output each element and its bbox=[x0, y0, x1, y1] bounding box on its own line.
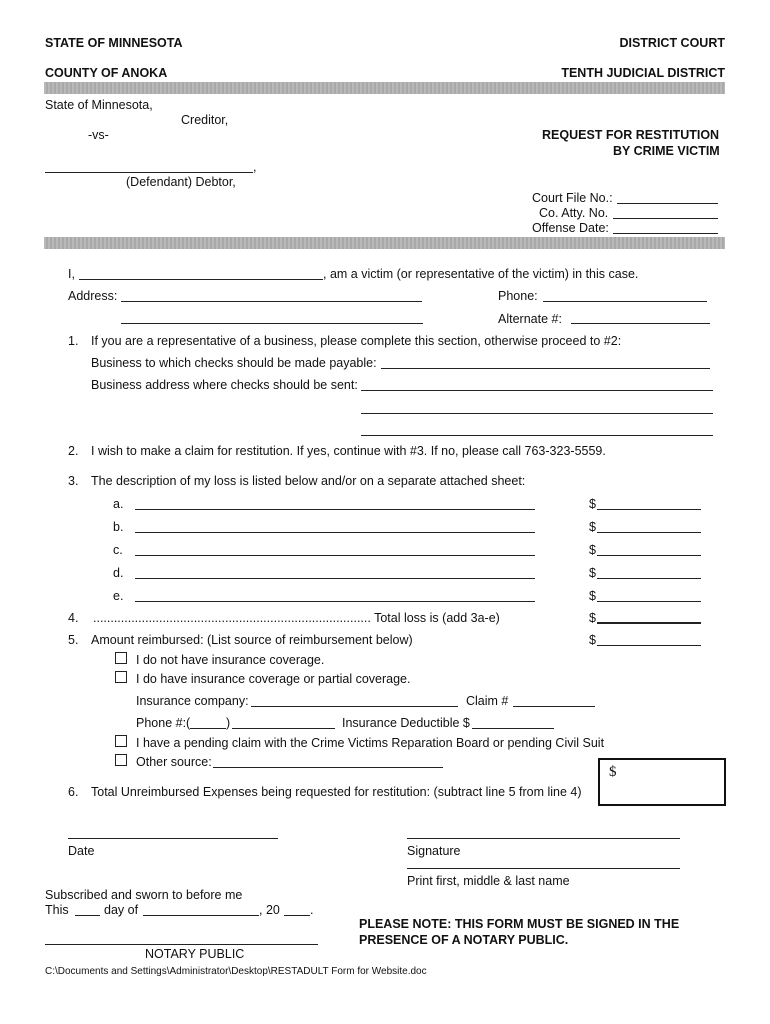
item3-text: The description of my loss is listed below and/or on a separate attached sheet: bbox=[91, 474, 526, 488]
loss-item-letter: c. bbox=[113, 543, 123, 557]
payable-field[interactable] bbox=[381, 368, 710, 369]
other-source-field[interactable] bbox=[213, 767, 443, 768]
loss-item-dollar: $ bbox=[589, 566, 596, 580]
notary-signature-line[interactable] bbox=[45, 944, 318, 945]
alternate-phone-field[interactable] bbox=[571, 323, 710, 324]
item6-number: 6. bbox=[68, 785, 79, 799]
insurance-phone-field[interactable] bbox=[232, 728, 335, 729]
item5-text: Amount reimbursed: (List source of reimbursement below) bbox=[91, 633, 413, 647]
loss-item-amount-field[interactable] bbox=[597, 578, 701, 579]
state-heading: STATE OF MINNESOTA bbox=[45, 36, 183, 50]
pending-claim-label: I have a pending claim with the Crime Victims Reparation Board or pending Civil Suit bbox=[136, 736, 605, 750]
loss-item-description-field[interactable] bbox=[135, 509, 535, 510]
other-source-label: Other source: bbox=[136, 755, 212, 769]
item1-number: 1. bbox=[68, 334, 79, 348]
phone-paren-close: ) bbox=[226, 716, 231, 730]
court-heading: DISTRICT COURT bbox=[619, 36, 725, 50]
total-unreimbursed-dollar: $ bbox=[609, 764, 617, 780]
no-insurance-label: I do not have insurance coverage. bbox=[136, 653, 325, 667]
document-path: C:\Documents and Settings\Administrator\Desktop\RESTADULT Form for Website.doc bbox=[45, 966, 427, 977]
other-source-checkbox[interactable] bbox=[115, 754, 127, 766]
loss-item-dollar: $ bbox=[589, 497, 596, 511]
loss-item-dollar: $ bbox=[589, 520, 596, 534]
signature-label: Signature bbox=[407, 844, 461, 858]
month-field[interactable] bbox=[143, 915, 259, 916]
co-atty-label: Co. Atty. No. bbox=[539, 206, 609, 220]
item2-number: 2. bbox=[68, 444, 79, 458]
item1-text: If you are a representative of a business, please complete this section, otherwise proceed to #2: bbox=[91, 334, 622, 348]
loss-item-letter: e. bbox=[113, 589, 124, 603]
court-file-field[interactable] bbox=[617, 203, 718, 204]
notary-public-label: NOTARY PUBLIC bbox=[145, 947, 245, 961]
insurance-area-code-field[interactable] bbox=[190, 728, 226, 729]
item6-text: Total Unreimbursed Expenses being requested for restitution: (subtract line 5 from line 4) bbox=[91, 785, 582, 799]
business-address-label: Business address where checks should be sent: bbox=[91, 378, 358, 392]
district-heading: TENTH JUDICIAL DISTRICT bbox=[561, 66, 725, 80]
defendant-name-line[interactable] bbox=[45, 172, 253, 173]
loss-item-letter: b. bbox=[113, 520, 124, 534]
printed-name-line[interactable] bbox=[407, 868, 680, 869]
item3-number: 3. bbox=[68, 474, 79, 488]
loss-item-amount-field[interactable] bbox=[597, 555, 701, 556]
year-period: . bbox=[310, 903, 314, 917]
deductible-field[interactable] bbox=[472, 728, 554, 729]
pending-claim-checkbox[interactable] bbox=[115, 735, 127, 747]
loss-item-amount-field[interactable] bbox=[597, 509, 701, 510]
loss-item-description-field[interactable] bbox=[135, 578, 535, 579]
vs-label: -vs- bbox=[88, 128, 109, 142]
reimbursed-amount-field[interactable] bbox=[597, 645, 701, 646]
total-loss-field[interactable] bbox=[597, 622, 701, 624]
year-field[interactable] bbox=[284, 915, 310, 916]
this-label: This bbox=[45, 903, 69, 917]
loss-item-description-field[interactable] bbox=[135, 532, 535, 533]
reimbursed-dollar: $ bbox=[589, 633, 596, 647]
defendant-comma: , bbox=[253, 160, 257, 174]
date-line[interactable] bbox=[68, 838, 278, 839]
loss-item-amount-field[interactable] bbox=[597, 601, 701, 602]
header-divider-bar bbox=[44, 82, 725, 94]
address-field-line2[interactable] bbox=[121, 323, 423, 324]
alternate-label: Alternate #: bbox=[498, 312, 562, 326]
deductible-label: Insurance Deductible $ bbox=[342, 716, 470, 730]
offense-date-field[interactable] bbox=[613, 233, 718, 234]
year-prefix-label: , 20 bbox=[259, 903, 280, 917]
business-address-field-line3[interactable] bbox=[361, 435, 713, 436]
item5-number: 5. bbox=[68, 633, 79, 647]
court-file-label: Court File No.: bbox=[532, 191, 613, 205]
no-insurance-checkbox[interactable] bbox=[115, 652, 127, 664]
creditor-label: Creditor, bbox=[181, 113, 229, 127]
form-title-line1: REQUEST FOR RESTITUTION bbox=[542, 128, 720, 142]
caption-divider-bar bbox=[44, 237, 725, 249]
loss-item-description-field[interactable] bbox=[135, 601, 535, 602]
plaintiff-label: State of Minnesota, bbox=[45, 98, 153, 112]
i-label: I, bbox=[68, 267, 75, 281]
notary-notice-line2: PRESENCE OF A NOTARY PUBLIC. bbox=[359, 933, 569, 947]
victim-statement: , am a victim (or representative of the victim) in this case. bbox=[323, 267, 639, 281]
day-field[interactable] bbox=[75, 915, 100, 916]
form-title-line2: BY CRIME VICTIM bbox=[613, 144, 720, 158]
phone-label: Phone: bbox=[498, 289, 538, 303]
print-name-label: Print first, middle & last name bbox=[407, 874, 570, 888]
day-of-label: day of bbox=[104, 903, 139, 917]
co-atty-field[interactable] bbox=[613, 218, 718, 219]
payable-label: Business to which checks should be made payable: bbox=[91, 356, 377, 370]
partial-insurance-checkbox[interactable] bbox=[115, 671, 127, 683]
notary-notice-line1: PLEASE NOTE: THIS FORM MUST BE SIGNED IN THE bbox=[359, 917, 680, 931]
business-address-field[interactable] bbox=[361, 390, 713, 391]
offense-date-label: Offense Date: bbox=[532, 221, 609, 235]
claim-label: Claim # bbox=[466, 694, 509, 708]
claim-number-field[interactable] bbox=[513, 706, 595, 707]
date-label: Date bbox=[68, 844, 95, 858]
victim-name-field[interactable] bbox=[79, 279, 323, 280]
signature-line[interactable] bbox=[407, 838, 680, 839]
loss-item-description-field[interactable] bbox=[135, 555, 535, 556]
total-loss-dollar: $ bbox=[589, 611, 596, 625]
phone-field[interactable] bbox=[543, 301, 707, 302]
sworn-label: Subscribed and sworn to before me bbox=[45, 888, 243, 902]
address-label: Address: bbox=[68, 289, 118, 303]
business-address-field-line2[interactable] bbox=[361, 413, 713, 414]
debtor-label: (Defendant) Debtor, bbox=[126, 175, 236, 189]
loss-item-dollar: $ bbox=[589, 589, 596, 603]
loss-item-letter: a. bbox=[113, 497, 124, 511]
phone-number-label: Phone #:( bbox=[136, 716, 191, 730]
loss-item-letter: d. bbox=[113, 566, 124, 580]
insurance-company-field[interactable] bbox=[251, 706, 458, 707]
total-unreimbursed-box[interactable] bbox=[598, 758, 726, 806]
insurance-company-label: Insurance company: bbox=[136, 694, 249, 708]
item4-number: 4. bbox=[68, 611, 79, 625]
item4-text: ................................................................................ Total loss is (add 3a-e) bbox=[93, 611, 500, 625]
item2-text: I wish to make a claim for restitution. If yes, continue with #3. If no, please call 763-323-5559. bbox=[91, 444, 606, 458]
address-field[interactable] bbox=[121, 301, 422, 302]
loss-item-dollar: $ bbox=[589, 543, 596, 557]
loss-item-amount-field[interactable] bbox=[597, 532, 701, 533]
county-heading: COUNTY OF ANOKA bbox=[45, 66, 168, 80]
partial-insurance-label: I do have insurance coverage or partial coverage. bbox=[136, 672, 411, 686]
